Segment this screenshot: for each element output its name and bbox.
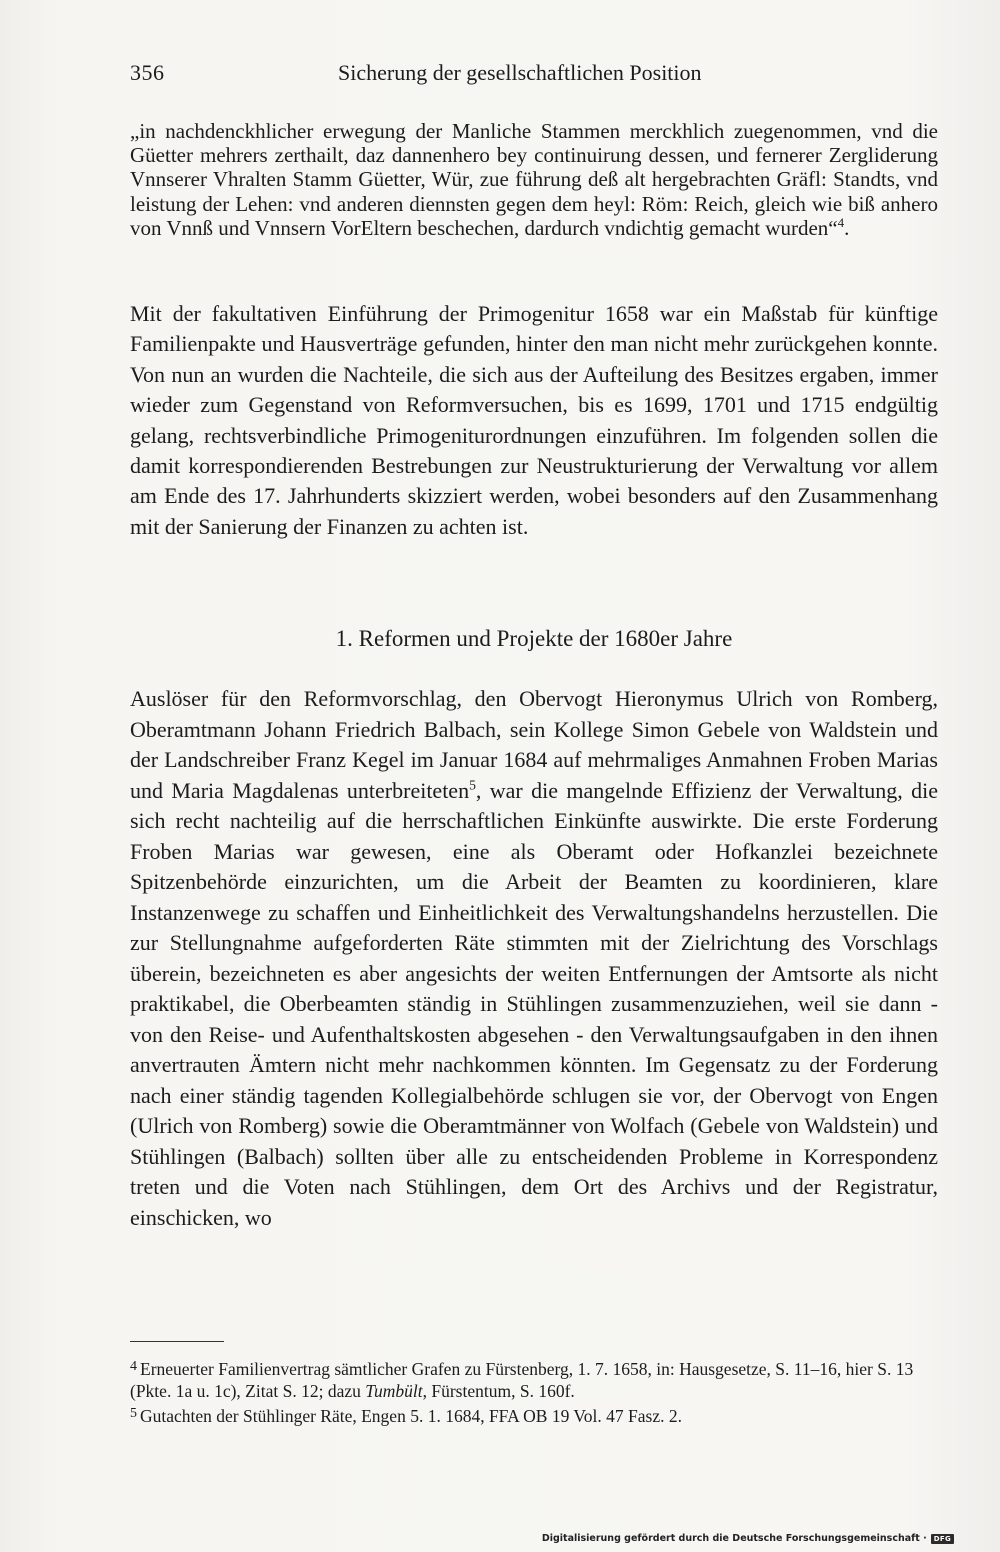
page-number: 356 <box>130 60 165 85</box>
digitization-credit <box>542 1533 954 1544</box>
quotation-text: „in nachdenckhlicher erwegung der Manliche Stammen merckhlich zuegenommen, vnd die Güetter mehrers zerthailt, daz dannenhero bey continuirung dessen, und fernerer Zergliderung Vnnserer Vhralten Stamm Güetter, Wür, zue führung deß alt hergebrachten Gräfl: Standts, vnd leistung der Lehen: vnd anderen diennsten gegen dem heyl: Röm: Reich, gleich wie biß anhero von Vnnß und Vnnsern VorEltern beschechen, dardurch vndichtig gemacht wurden“ <box>130 119 938 240</box>
running-head: Sicherung der gesellschaftlichen Position <box>338 60 702 85</box>
footnote-4 <box>130 1356 938 1403</box>
paragraph-text-rest: , war die mangelnde Effizienz der Verwaltung, die sich recht nachteilig auf die herrschaftlichen Einkünfte auswirkte. Die erste Forderung Froben Marias war gewesen, eine als Oberamt oder Hofkanzlei bezeichnete Spitzenbehörde einzurichten, um die Arbeit der Beamten zu koordinieren, klare Instanzenwege zu schaffen und Einheitlichkeit des Verwaltungshandelns herzustellen. Die zur Stellungnahme aufgeforderten Räte stimmten mit der Zielrichtung des Vorschlags überein, bezeichneten es aber angesichts der weiten Entfernungen der Amtsorte als nicht praktikabel, die Oberbeamten ständig in Stühlingen zusammenzuziehen, weil sie dann - von den Reise- und Aufenthaltskosten abgesehen - den Verwaltungsaufgaben in den ihnen anvertrauten Ämtern nicht mehr nachkommen könnten. Im Gegensatz zu der Forderung nach einer ständig tagenden Kollegialbehörde schlugen sie vor, der Obervogt von Engen (Ulrich von Romberg) sowie die Oberamtmänner von Wolfach (Gebele von Waldstein) und Stühlingen (Balbach) sollten über alle zu entscheidenden Probleme in Korrespondenz treten und die Voten nach Stühlingen, dem Ort des Archivs und der Registratur, einschicken, wo <box>130 777 939 1230</box>
footnote-text-end: , Fürstentum, S. 160f. <box>422 1381 575 1402</box>
footnote-reference: 5 <box>469 777 476 793</box>
quotation-paragraph <box>130 119 938 240</box>
footnote-reference: 4 <box>837 214 845 230</box>
footnote-divider <box>130 1341 224 1342</box>
footnotes <box>130 1356 938 1427</box>
paragraph-text-start: Auslöser für den Reformvorschlag, den Obervogt Hieronymus Ulrich von Romberg, Oberamtmann Johann Friedrich Balbach, sein Kollege Simon Gebele von Waldstein und der Landschreiber Franz Kegel im Januar 1684 auf mehrmaliges Anmahnen Froben Marias und Maria Magdalenas unterbreiteten <box>130 686 938 803</box>
dfg-logo-icon: DFG <box>931 1534 954 1544</box>
footnote-text: Gutachten der Stühlinger Räte, Engen 5. 1. 1684, FFA OB 19 Vol. 47 Fasz. 2. <box>140 1405 682 1426</box>
body-paragraph-2 <box>130 684 938 1233</box>
page-header <box>130 60 940 94</box>
paragraph-text: Mit der fakultativen Einführung der Primogenitur 1658 war ein Maßstab für künftige Familienpakte und Hausverträge gefunden, hinter den man nicht mehr zurückgehen konnte. Von nun an wurden die Nachteile, die sich aus der Aufteilung des Besitzes ergaben, immer wieder zum Gegenstand von Reformversuchen, bis es 1699, 1701 und 1715 endgültig gelang, rechtsverbindliche Primogeniturordnungen einzuführen. Im folgenden sollen die damit korrespondierenden Bestrebungen zur Neustrukturierung der Verwaltung vor allem am Ende des 17. Jahrhunderts skizziert werden, wobei besonders auf den Zusammenhang mit der Sanierung der Finanzen zu achten ist. <box>130 301 938 539</box>
section-heading: 1. Reformen und Projekte der 1680er Jahre <box>335 626 733 651</box>
footnote-5 <box>130 1403 938 1427</box>
paragraph-text <box>130 684 938 1233</box>
footnote-text: Erneuerter Familienvertrag sämtlicher Grafen zu Fürstenberg, 1. 7. 1658, in: Hausgesetze, S. 11–16, hier S. 13 (Pkte. 1a u. 1c), Zitat S. 12; dazu <box>130 1358 914 1402</box>
quotation-end: . <box>844 215 850 240</box>
footnote-marker: 5 <box>130 1405 137 1421</box>
footnote-marker: 4 <box>130 1359 137 1374</box>
body-paragraph-1 <box>130 299 938 542</box>
quotation-block <box>130 119 938 240</box>
footnote-author: Tumbült <box>365 1381 423 1402</box>
credit-text: Digitalisierung gefördert durch die Deutsche Forschungsgemeinschaft · <box>541 1533 927 1544</box>
